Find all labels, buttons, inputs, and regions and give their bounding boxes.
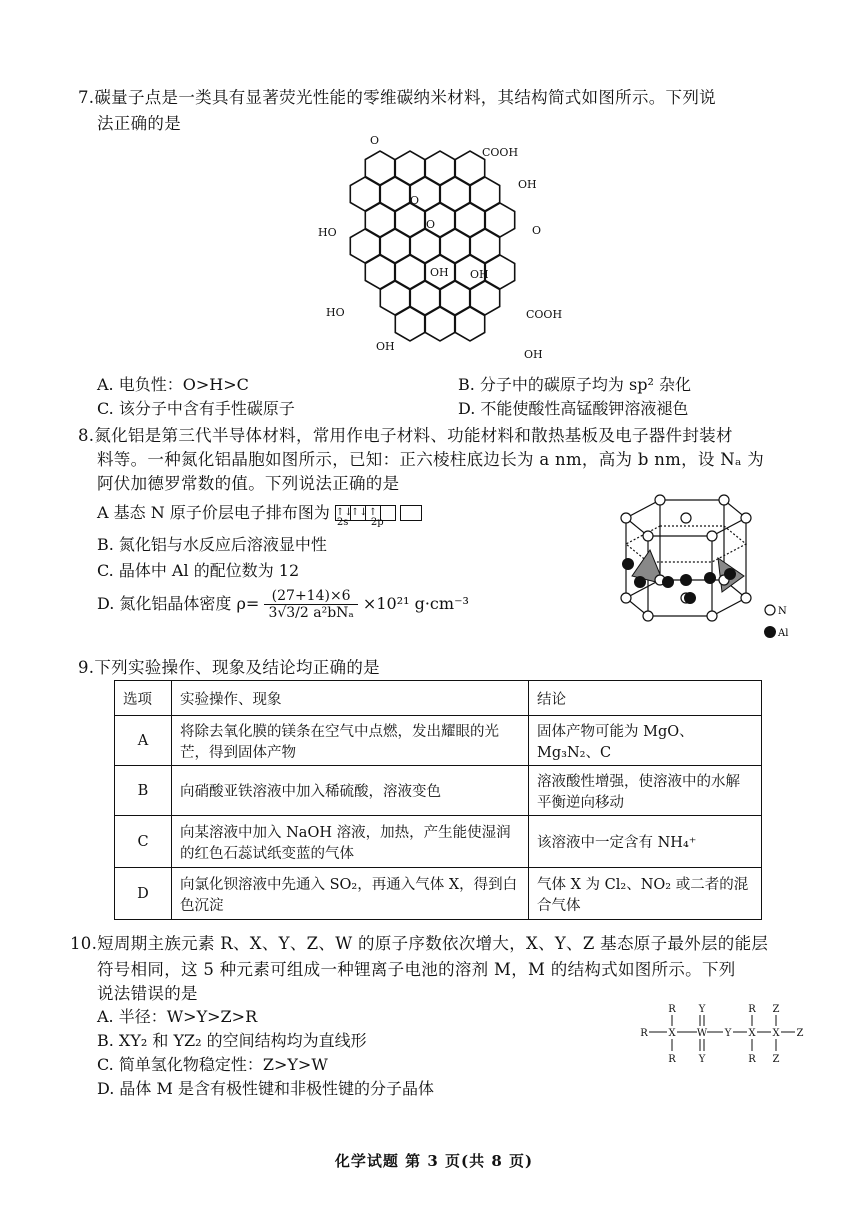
label-o-right: O [532, 224, 542, 237]
table-row [115, 766, 762, 816]
q7-option-a: A. 电负性：O>H>C [97, 375, 249, 394]
row-c-option: C [115, 816, 172, 868]
atom-r-bottom2: R [748, 1054, 756, 1065]
q10-number: 10. [70, 934, 98, 953]
label-o-ring: O [410, 194, 420, 207]
header-operation: 实验操作、现象 [172, 681, 529, 716]
page-footer: 化学试题 第 3 页(共 8 页) [334, 1152, 534, 1170]
experiment-table [114, 680, 762, 920]
atom-z-right: Z [796, 1028, 804, 1039]
header-conclusion: 结论 [529, 681, 762, 716]
q10-option-d: D. 晶体 M 是含有极性键和非极性键的分子晶体 [97, 1079, 434, 1098]
q8-line3: 阿伏加德罗常数的值。下列说法正确的是 [97, 474, 400, 493]
row-a-option: A [115, 716, 172, 766]
q10-stem [70, 930, 830, 954]
q7-option-b: B. 分子中的碳原子均为 sp² 杂化 [458, 375, 691, 394]
table-row [115, 868, 762, 920]
atom-z-bottom: Z [772, 1054, 780, 1065]
q9-stem [78, 654, 380, 678]
orbital-diagram [335, 502, 421, 528]
atom-x2: X [748, 1028, 756, 1039]
density-fraction [264, 588, 357, 621]
orbital-2p-box-1: ↑↓ [350, 505, 366, 521]
atom-w: W [696, 1028, 708, 1039]
atom-x3: X [772, 1028, 780, 1039]
q9-line1: 下列实验操作、现象及结论均正确的是 [94, 658, 380, 677]
q8-option-d-suffix: ×10²¹ g·cm⁻³ [362, 594, 469, 613]
row-d-conclusion: 气体 X 为 Cl₂、NO₂ 或二者的混合气体 [529, 868, 762, 920]
q9-number: 9. [78, 658, 95, 677]
q10-option-a: A. 半径：W>Y>Z>R [97, 1007, 258, 1026]
q7-line1: 碳量子点是一类具有显著荧光性能的零维碳纳米材料，其结构简式如图所示。下列说 [94, 88, 716, 107]
q8-line1: 氮化铝是第三代半导体材料，常用作电子材料、功能材料和散热基板及电子器件封装材 [94, 426, 733, 445]
q8-stem [78, 422, 818, 446]
row-d-operation: 向氯化钡溶液中先通入 SO₂，再通入气体 X，得到白色沉淀 [172, 868, 529, 920]
q8-option-a-text: A 基态 N 原子价层电子排布图为 [97, 503, 330, 522]
table-row [115, 816, 762, 868]
q8-option-d-prefix: D. 氮化铝晶体密度 ρ= [97, 594, 260, 613]
q7-line2: 法正确的是 [97, 114, 181, 133]
q7-option-c: C. 该分子中含有手性碳原子 [97, 399, 295, 418]
q8-option-d [97, 588, 469, 621]
row-a-conclusion: 固体产物可能为 MgO、Mg₃N₂、C [529, 716, 762, 766]
q8-option-a [97, 500, 421, 528]
atom-r-top2: R [748, 1004, 756, 1015]
q8-line2: 料等。一种氮化铝晶胞如图所示，已知：正六棱柱底边长为 a nm，高为 b nm，设 Nₐ 为 [97, 450, 765, 469]
q7-number: 7. [78, 88, 95, 107]
atom-y-bottom: Y [698, 1054, 706, 1065]
density-denominator: 3√3/2 a²bNₐ [268, 605, 354, 621]
legend-al-label: Al [778, 628, 789, 639]
density-numerator: (27+14)×6 [264, 588, 357, 605]
label-o-top: O [370, 134, 380, 147]
row-a-operation: 将除去氧化膜的镁条在空气中点燃，发出耀眼的光芒，得到固体产物 [172, 716, 529, 766]
carbon-ring [425, 307, 454, 341]
q7-option-d: D. 不能使酸性高锰酸钾溶液褪色 [458, 399, 689, 418]
label-cooh-bot: COOH [526, 308, 563, 321]
table-header-row [115, 681, 762, 716]
table-row [115, 716, 762, 766]
orbital-2p-box-2: ↑ [365, 505, 381, 521]
label-oh-c2: OH [470, 268, 489, 281]
atom-z-top: Z [772, 1004, 780, 1015]
orbital-2s-box: ↑↓ [335, 505, 351, 521]
q10-option-c: C. 简单氢化物稳定性：Z>Y>W [97, 1055, 328, 1074]
atom-r-left: R [640, 1028, 648, 1039]
q10-line3: 说法错误的是 [97, 984, 198, 1003]
row-b-operation: 向硝酸亚铁溶液中加入稀硫酸，溶液变色 [172, 766, 529, 816]
label-oh-b: OH [376, 340, 395, 353]
header-option: 选项 [115, 681, 172, 716]
atom-x1: X [668, 1028, 676, 1039]
legend-n-label: N [778, 606, 787, 617]
label-o-bridge: O [426, 218, 436, 231]
atom-y-bridge: Y [724, 1028, 732, 1039]
row-b-option: B [115, 766, 172, 816]
atom-y-top: Y [698, 1004, 706, 1015]
orbital-2p-box-4 [400, 505, 422, 521]
structural-formula-m [640, 1000, 840, 1072]
row-c-operation: 向某溶液中加入 NaOH 溶液，加热，产生能使湿润的红色石蕊试纸变蓝的气体 [172, 816, 529, 868]
label-oh-r1: OH [518, 178, 537, 191]
q8-number: 8. [78, 426, 95, 445]
q8-option-b: B. 氮化铝与水反应后溶液显中性 [97, 535, 327, 554]
q8-option-c: C. 晶体中 Al 的配位数为 12 [97, 561, 300, 580]
atom-r-top: R [668, 1004, 676, 1015]
carbon-ring [455, 307, 484, 341]
orbital-2p-label: 2p [370, 517, 384, 528]
row-d-option: D [115, 868, 172, 920]
atom-r-bottom: R [668, 1054, 676, 1065]
q10-option-b: B. XY₂ 和 YZ₂ 的空间结构均为直线形 [97, 1031, 367, 1050]
label-ho-bl: HO [326, 306, 345, 319]
q10-line2: 符号相同，这 5 种元素可组成一种锂离子电池的溶剂 M，M 的结构式如图所示。下列 [97, 960, 736, 979]
row-b-conclusion: 溶液酸性增强，使溶液中的水解平衡逆向移动 [529, 766, 762, 816]
label-cooh-top: COOH [482, 146, 519, 159]
orbital-2s-label: 2s [336, 517, 349, 528]
label-ho-left: HO [318, 226, 337, 239]
carbon-dot-structure [310, 128, 570, 368]
carbon-ring [395, 307, 424, 341]
aln-unit-cell-diagram [598, 488, 808, 648]
label-oh-br: OH [524, 348, 543, 361]
row-c-conclusion: 该溶液中一定含有 NH₄⁺ [529, 816, 762, 868]
q7-stem [78, 84, 798, 108]
label-oh-c1: OH [430, 266, 449, 279]
q10-line1: 短周期主族元素 R、X、Y、Z、W 的原子序数依次增大，X、Y、Z 基态原子最外层的能层 [97, 934, 769, 953]
